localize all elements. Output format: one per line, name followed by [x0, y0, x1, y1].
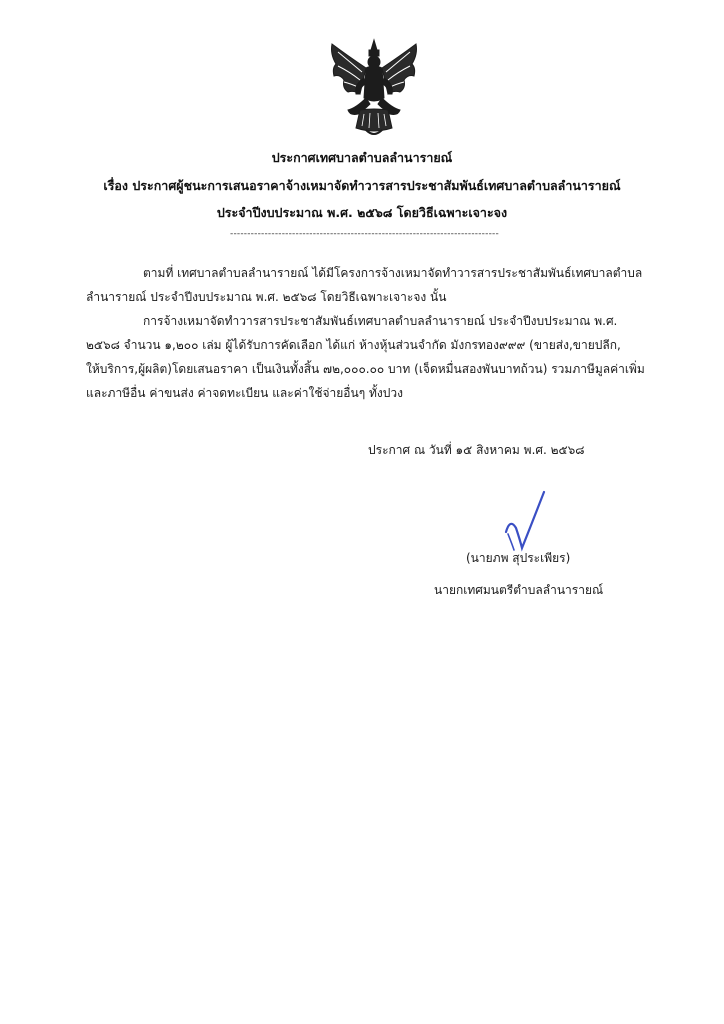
- announcement-title: ประกาศเทศบาลตำบลลำนารายณ์: [271, 150, 453, 165]
- divider-line: ------------------------------------------------------------------------------: [230, 229, 499, 239]
- garuda-emblem-icon: [326, 38, 422, 140]
- paragraph-1-line-2: ลำนารายณ์ ประจำปีงบประมาณ พ.ศ. ๒๕๖๘ โดยวิธีเฉพาะเจาะจง นั้น: [86, 290, 447, 304]
- paragraph-2-line-4: และภาษีอื่น ค่าขนส่ง ค่าจดทะเบียน และค่าใช้จ่ายอื่นๆ ทั้งปวง: [86, 386, 403, 400]
- paragraph-1-line-1: ตามที่ เทศบาลตำบลลำนารายณ์ ได้มีโครงการจ้างเหมาจัดทำวารสารประชาสัมพันธ์เทศบาลตำบล: [143, 266, 643, 280]
- paragraph-2-line-2: ๒๕๖๘ จำนวน ๑,๒๐๐ เล่ม ผู้ได้รับการคัดเลือก ได้แก่ ห้างหุ้นส่วนจำกัด มังกรทอง๙๙๙ (ขายส่ง,ขายปลีก,: [86, 338, 621, 352]
- signer-name: (นายภพ สุประเพียร): [466, 551, 571, 565]
- announcement-subject: เรื่อง ประกาศผู้ชนะการเสนอราคาจ้างเหมาจัดทำวารสารประชาสัมพันธ์เทศบาลตำบลลำนารายณ์: [103, 178, 621, 193]
- paragraph-2-line-3: ให้บริการ,ผู้ผลิต)โดยเสนอราคา เป็นเงินทั้งสิ้น ๗๒,๐๐๐.๐๐ บาท (เจ็ดหมื่นสองพันบาทถ้วน) รวมภาษีมูลค่าเพิ่ม: [86, 362, 645, 376]
- signer-position: นายกเทศมนตรีตำบลลำนารายณ์: [434, 583, 604, 597]
- announcement-date: ประกาศ ณ วันที่ ๑๕ สิงหาคม พ.ศ. ๒๕๖๘: [368, 443, 585, 457]
- announcement-fiscal-year: ประจำปีงบประมาณ พ.ศ. ๒๕๖๘ โดยวิธีเฉพาะเจาะจง: [216, 205, 508, 220]
- paragraph-2-line-1: การจ้างเหมาจัดทำวารสารประชาสัมพันธ์เทศบาลตำบลลำนารายณ์ ประจำปีงบประมาณ พ.ศ.: [143, 314, 618, 328]
